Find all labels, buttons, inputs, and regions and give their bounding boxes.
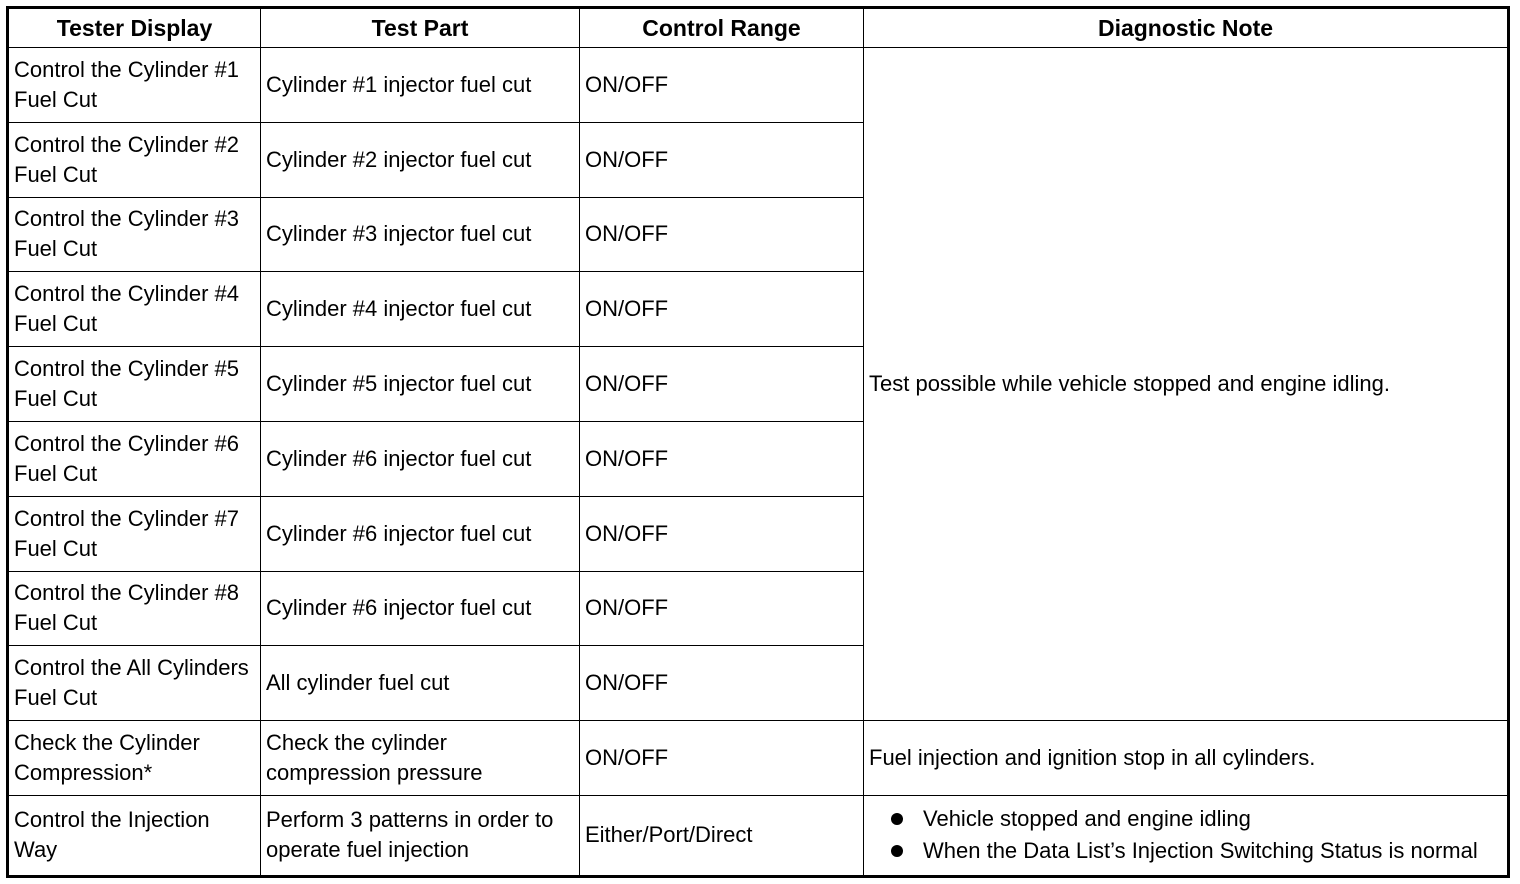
header-tester-display: Tester Display [8,8,261,48]
cell-note-injection-way [864,795,1509,876]
cell-tester-display: Control the Cylinder #6 Fuel Cut [8,421,261,496]
cell-control-range: ON/OFF [580,272,864,347]
cell-test-part: Cylinder #6 injector fuel cut [261,496,580,571]
cell-test-part: Cylinder #6 injector fuel cut [261,421,580,496]
diagnostic-table [6,6,1510,878]
header-test-part: Test Part [261,8,580,48]
cell-control-range: ON/OFF [580,421,864,496]
cell-control-range: Either/Port/Direct [580,795,864,876]
cell-test-part: Check the cylinder compression pressure [261,721,580,796]
cell-tester-display: Control the Cylinder #4 Fuel Cut [8,272,261,347]
cell-test-part: Perform 3 patterns in order to operate fuel injection [261,795,580,876]
note-bullet-item: When the Data List’s Injection Switching Status is normal [889,835,1502,867]
cell-note-compression: Fuel injection and ignition stop in all cylinders. [864,721,1509,796]
note-bullet-item: Vehicle stopped and engine idling [889,803,1502,835]
cell-control-range: ON/OFF [580,571,864,646]
cell-tester-display: Control the Cylinder #5 Fuel Cut [8,347,261,422]
cell-tester-display: Control the Cylinder #2 Fuel Cut [8,122,261,197]
cell-control-range: ON/OFF [580,496,864,571]
cell-test-part: Cylinder #1 injector fuel cut [261,48,580,123]
cell-test-part: Cylinder #3 injector fuel cut [261,197,580,272]
header-row [8,8,1509,48]
cell-tester-display: Control the Cylinder #7 Fuel Cut [8,496,261,571]
note-bullet-list [869,803,1502,867]
cell-control-range: ON/OFF [580,48,864,123]
table-row [8,721,1509,796]
cell-tester-display: Control the Injection Way [8,795,261,876]
cell-note-fuel-cut: Test possible while vehicle stopped and engine idling. [864,48,1509,721]
cell-tester-display: Control the All Cylinders Fuel Cut [8,646,261,721]
cell-control-range: ON/OFF [580,122,864,197]
table-row [8,795,1509,876]
cell-tester-display: Control the Cylinder #1 Fuel Cut [8,48,261,123]
cell-control-range: ON/OFF [580,721,864,796]
header-diagnostic-note: Diagnostic Note [864,8,1509,48]
cell-test-part: Cylinder #6 injector fuel cut [261,571,580,646]
cell-control-range: ON/OFF [580,347,864,422]
cell-test-part: All cylinder fuel cut [261,646,580,721]
cell-control-range: ON/OFF [580,197,864,272]
cell-control-range: ON/OFF [580,646,864,721]
table-row [8,48,1509,123]
header-control-range: Control Range [580,8,864,48]
cell-tester-display: Check the Cylinder Compression* [8,721,261,796]
cell-test-part: Cylinder #5 injector fuel cut [261,347,580,422]
cell-tester-display: Control the Cylinder #3 Fuel Cut [8,197,261,272]
cell-test-part: Cylinder #4 injector fuel cut [261,272,580,347]
cell-tester-display: Control the Cylinder #8 Fuel Cut [8,571,261,646]
cell-test-part: Cylinder #2 injector fuel cut [261,122,580,197]
